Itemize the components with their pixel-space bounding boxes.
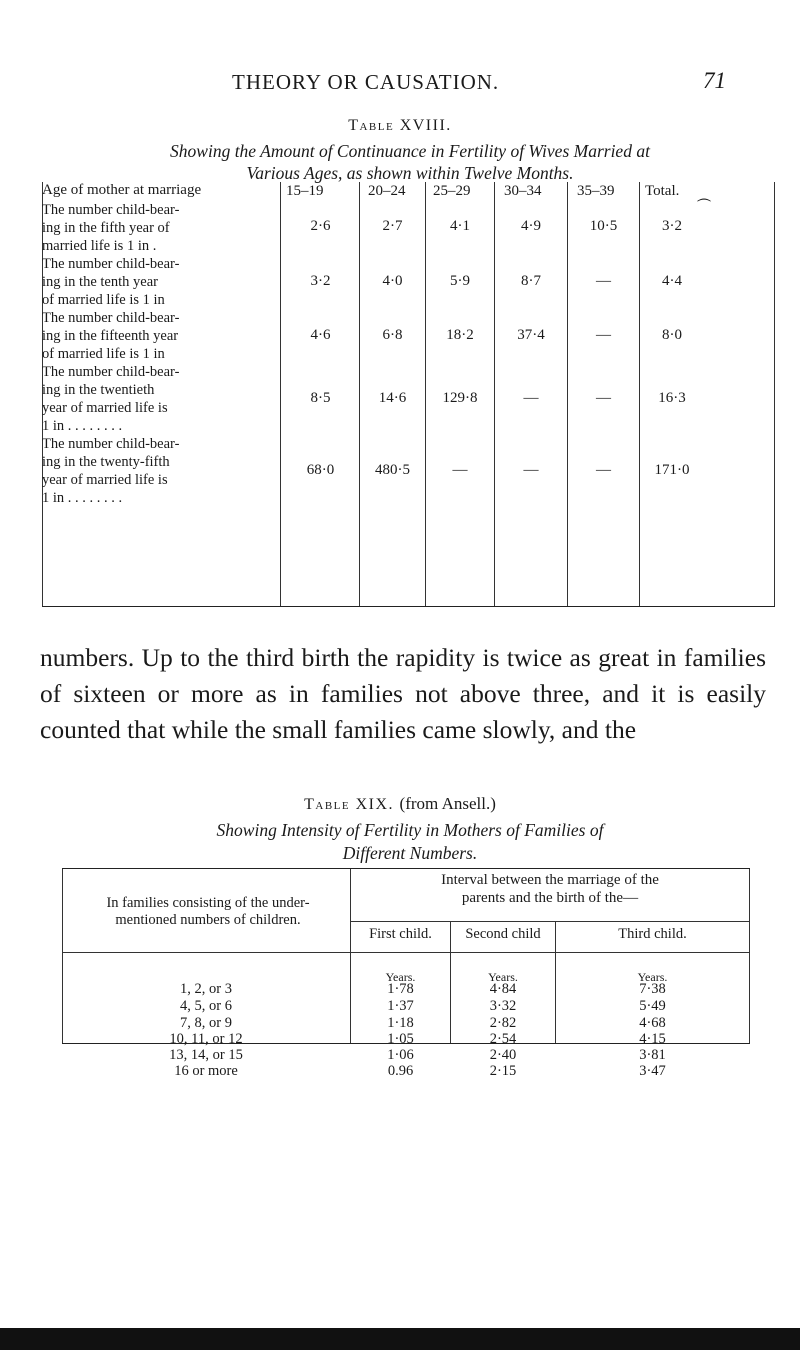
table19-cell: 2·82: [489, 1015, 517, 1031]
table19-cell: 3·47: [639, 1063, 666, 1079]
table19-row-label: 7, 8, or 9: [180, 1015, 232, 1031]
table18-cell: 68·0: [306, 462, 335, 478]
table18-cell: 4·9: [521, 218, 541, 234]
table19-cell: 1·78: [387, 981, 414, 997]
table18-cell: 8·7: [521, 273, 541, 289]
table19-interval-head: Interval between the marriage of the parents and the birth of the—: [441, 872, 659, 906]
table18-row-2-label: The number child-bear- ing in the tenth year of married life is 1 in: [42, 256, 180, 308]
table18-cell: —: [596, 462, 611, 478]
table19-cell: 0.96: [387, 1063, 414, 1079]
table19-unit: Years.: [385, 970, 416, 984]
running-head-title: THEORY OR CAUSATION.: [232, 70, 500, 94]
table19-cell: 1·37: [387, 998, 414, 1014]
table19-caption: [0, 794, 800, 814]
table18-cell: —: [596, 390, 611, 406]
table19-cell: 1·18: [387, 1015, 414, 1031]
table18-cell: 4·6: [310, 327, 331, 343]
table18-caption: Table XVIII.: [348, 117, 452, 134]
table19-cell: 2·40: [489, 1047, 517, 1063]
table18-cell: 8·5: [310, 390, 331, 406]
table19-cell: 1·05: [387, 1031, 414, 1047]
table18-cell: —: [523, 462, 539, 478]
table19-cell: 3·81: [639, 1047, 666, 1063]
table19-subtitle-line1: Showing Intensity of Fertility in Mothers of Families of: [216, 820, 604, 840]
table19-col-first-child: First child.: [369, 926, 432, 942]
table18-row-3-label: The number child-bear- ing in the fifteenth year of married life is 1 in: [42, 310, 180, 362]
table19-cell: 1·06: [387, 1047, 414, 1063]
table18-cell: 3·2: [310, 273, 331, 289]
table19-cell: 3·32: [489, 998, 517, 1014]
table18-cell: 480·5: [375, 462, 410, 478]
table18-cell: —: [596, 327, 611, 343]
table19-row-label: 16 or more: [174, 1063, 238, 1079]
table18-cell: 129·8: [442, 390, 478, 406]
table18-row-4-label: The number child-bear- ing in the twentieth year of married life is 1 in . . . . . . . .: [42, 364, 180, 434]
table18-cell: 16·3: [658, 390, 686, 406]
table19-subtitle-line2: Different Numbers.: [342, 843, 478, 863]
table18-cell: 8·0: [662, 327, 682, 343]
table19-col-third-child: Third child.: [618, 926, 687, 942]
total-brace-mark: ⏜: [697, 200, 711, 215]
table18-col-25-29: 25–29: [433, 183, 471, 199]
table18-cell: 37·4: [517, 327, 545, 343]
table19-row-label: 13, 14, or 15: [169, 1047, 243, 1063]
table19-caption-source: (from Ansell.): [399, 794, 496, 813]
table18-cell: 10·5: [589, 218, 618, 234]
table19-col-second-child: Second child: [465, 926, 541, 942]
table19-row-label: 1, 2, or 3: [180, 981, 232, 997]
table18: [42, 182, 775, 607]
table18-cell: 14·6: [378, 390, 407, 406]
table19-cell: 2·54: [489, 1031, 517, 1047]
table18-cell: 4·1: [450, 218, 470, 234]
table18-col-35-39: 35–39: [577, 183, 615, 199]
table19-unit: Years.: [637, 970, 668, 984]
table18-cell: —: [452, 462, 468, 478]
table19-cell: 7·38: [639, 981, 666, 997]
table19-cell: 5·49: [639, 998, 666, 1014]
table18-cell: —: [596, 273, 611, 289]
table18-cell: 2·7: [382, 218, 403, 234]
table18-col-20-24: 20–24: [368, 183, 406, 199]
running-head: [0, 70, 800, 100]
table19-caption-title: Table XIX.: [304, 796, 395, 813]
table19-label-head: In families consisting of the under- mentioned numbers of children.: [106, 895, 310, 928]
table18-cell: 3·2: [662, 218, 682, 234]
table18-row-5-label: The number child-bear- ing in the twenty-fifth year of married life is 1 in . . . . . . . .: [42, 436, 180, 506]
table18-cell: 6·8: [382, 327, 403, 343]
table18-cell: 171·0: [654, 462, 690, 478]
table18-header-label: Age of mother at marriage: [42, 182, 202, 198]
table19-cell: 4·15: [639, 1031, 666, 1047]
page-number: 71: [703, 68, 726, 93]
table18-subtitle-line2: Various Ages, as shown within Twelve Months.: [246, 163, 574, 183]
table18-cell: 4·0: [382, 273, 403, 289]
table18-col-15-19: 15–19: [286, 183, 324, 199]
table18-cell: 5·9: [450, 273, 470, 289]
table19-cell: 2·15: [489, 1063, 517, 1079]
table19: [62, 868, 750, 1079]
body-paragraph: numbers. Up to the third birth the rapidity is twice as great in families of sixteen or more as in families not above three, and it is easily counted that while the small families came slowly, and the: [40, 643, 766, 744]
table18-subtitle-line1: Showing the Amount of Continuance in Fertility of Wives Married at: [170, 141, 650, 161]
table18-col-30-34: 30–34: [504, 183, 542, 199]
table19-unit: Years.: [488, 970, 518, 984]
table19-row-label: 4, 5, or 6: [180, 998, 232, 1014]
table18-cell: 4·4: [662, 273, 682, 289]
table18-cell: 18·2: [446, 327, 474, 343]
table19-row-label: 10, 11, or 12: [169, 1031, 243, 1047]
table19-cell: 4·84: [489, 981, 517, 997]
table18-col-total: Total.: [645, 183, 680, 199]
table18-row-1-label: The number child-bear- ing in the fifth year of married life is 1 in .: [42, 202, 180, 254]
table18-cell: 2·6: [310, 218, 331, 234]
table19-cell: 4·68: [639, 1015, 666, 1031]
scan-edge-bar: [0, 1328, 800, 1350]
table18-cell: —: [523, 390, 539, 406]
